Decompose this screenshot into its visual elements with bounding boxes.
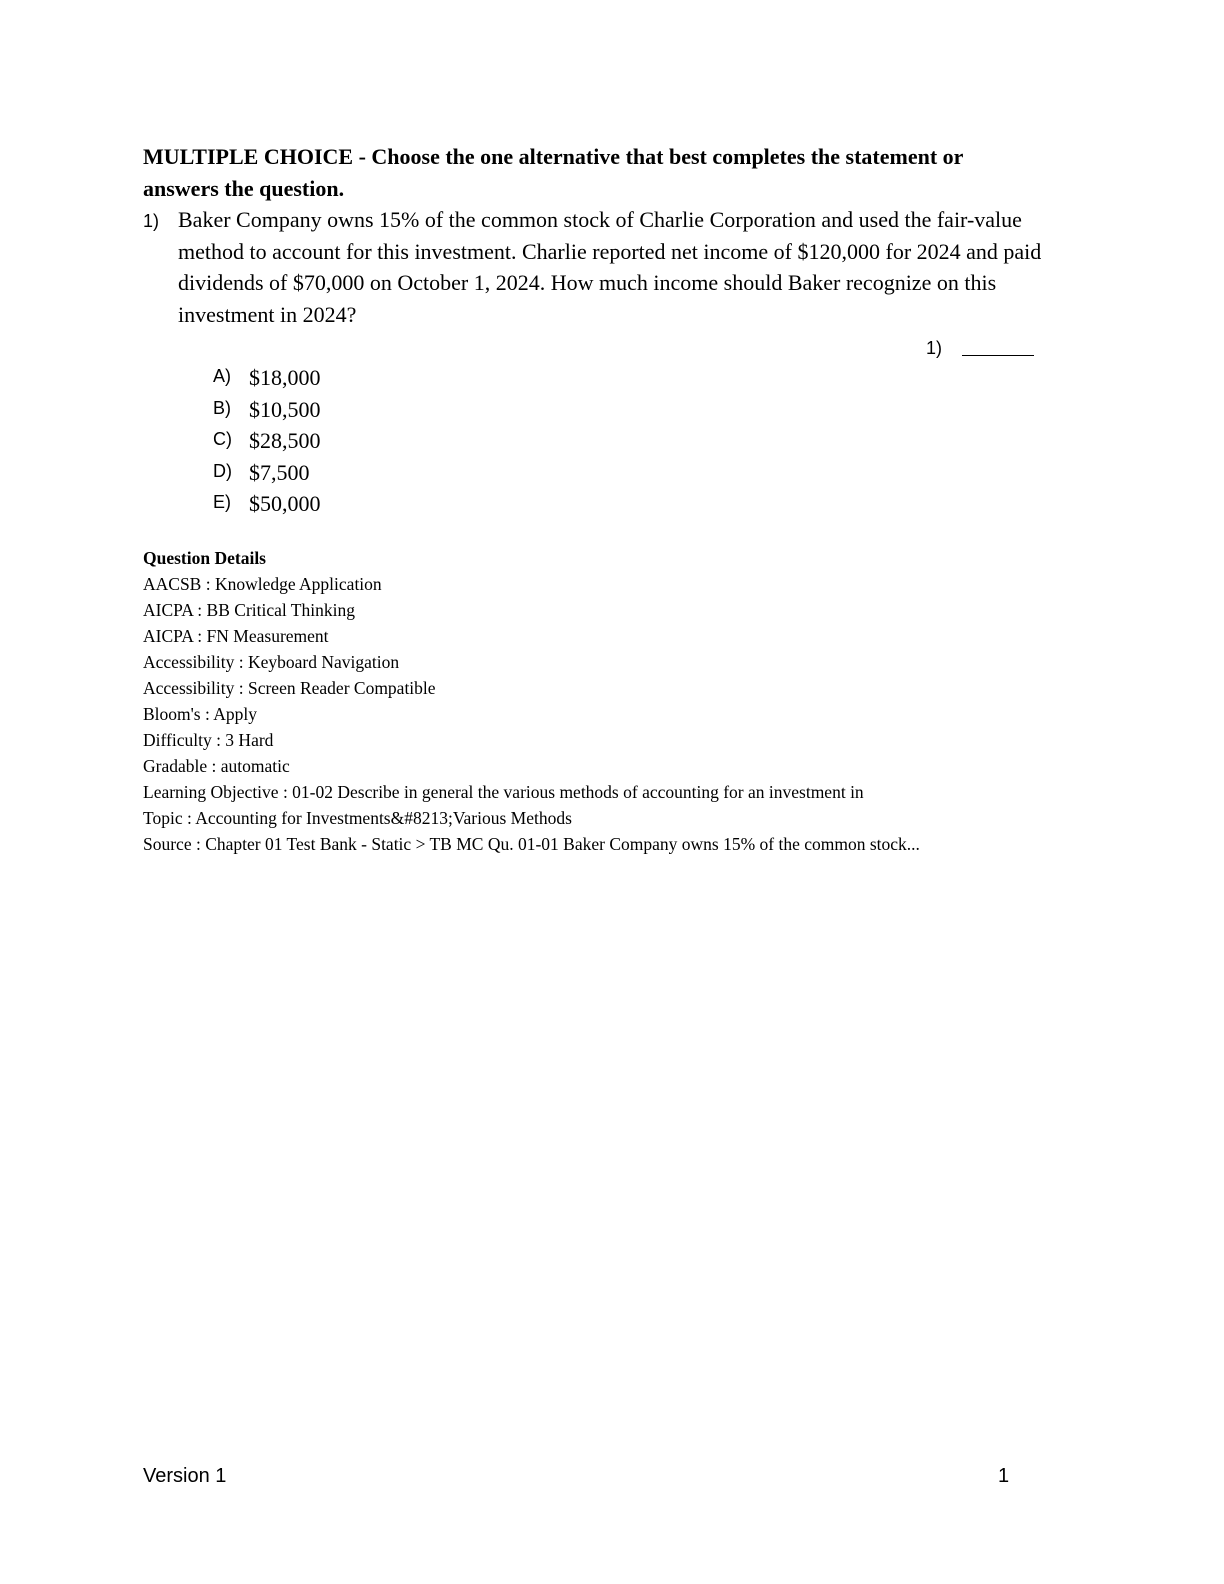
detail-gradable: Gradable : automatic: [143, 756, 290, 776]
choice-letter: C): [213, 429, 232, 449]
choice-letter: D): [213, 460, 232, 481]
detail-accessibility-screen-reader: Accessibility : Screen Reader Compatible: [143, 678, 436, 698]
choice-letter: E): [213, 492, 231, 512]
footer-version: Version 1: [143, 1465, 227, 1487]
choice-value: $50,000: [249, 491, 321, 516]
answer-blank: [926, 335, 1038, 361]
detail-difficulty: Difficulty : 3 Hard: [143, 730, 274, 750]
detail-aicpa-critical-thinking: AICPA : BB Critical Thinking: [143, 600, 355, 620]
choice-letter: A): [213, 366, 231, 386]
detail-blooms: Bloom's : Apply: [143, 704, 258, 724]
choice-value: $28,500: [249, 428, 321, 453]
detail-aicpa-measurement: AICPA : FN Measurement: [143, 626, 329, 646]
section-heading: MULTIPLE CHOICE - Choose the one alternative that best completes the statement or answers the question.: [143, 144, 964, 201]
question-details: [143, 545, 1043, 857]
choice-value: $18,000: [249, 365, 321, 390]
answer-blank-label: 1): [926, 338, 943, 358]
question-number: 1): [143, 211, 160, 231]
detail-topic: Topic : Accounting for Investments&#8213;Various Methods: [143, 808, 572, 828]
answer-blank-line: [962, 355, 1034, 356]
detail-accessibility-keyboard: Accessibility : Keyboard Navigation: [143, 652, 400, 672]
detail-source: Source : Chapter 01 Test Bank - Static > TB MC Qu. 01-01 Baker Company owns 15% of the common stock...: [143, 834, 920, 854]
detail-learning-objective: Learning Objective : 01-02 Describe in general the various methods of accounting for an investment in: [143, 782, 864, 802]
question-text: Baker Company owns 15% of the common stock of Charlie Corporation and used the fair-value method to account for this investment. Charlie reported net income of $120,000 for 2024 and paid dividends of $70,000 on October 1, 2024. How much income should Baker recognize on this investment in 2024?: [178, 207, 1042, 327]
detail-aacsb: AACSB : Knowledge Application: [143, 574, 382, 594]
footer-page-number: 1: [998, 1465, 1010, 1487]
choice-value: $10,500: [249, 396, 321, 422]
choice-letter: B): [213, 397, 231, 418]
choice-value: $7,500: [249, 459, 310, 485]
details-title: Question Details: [143, 548, 266, 568]
